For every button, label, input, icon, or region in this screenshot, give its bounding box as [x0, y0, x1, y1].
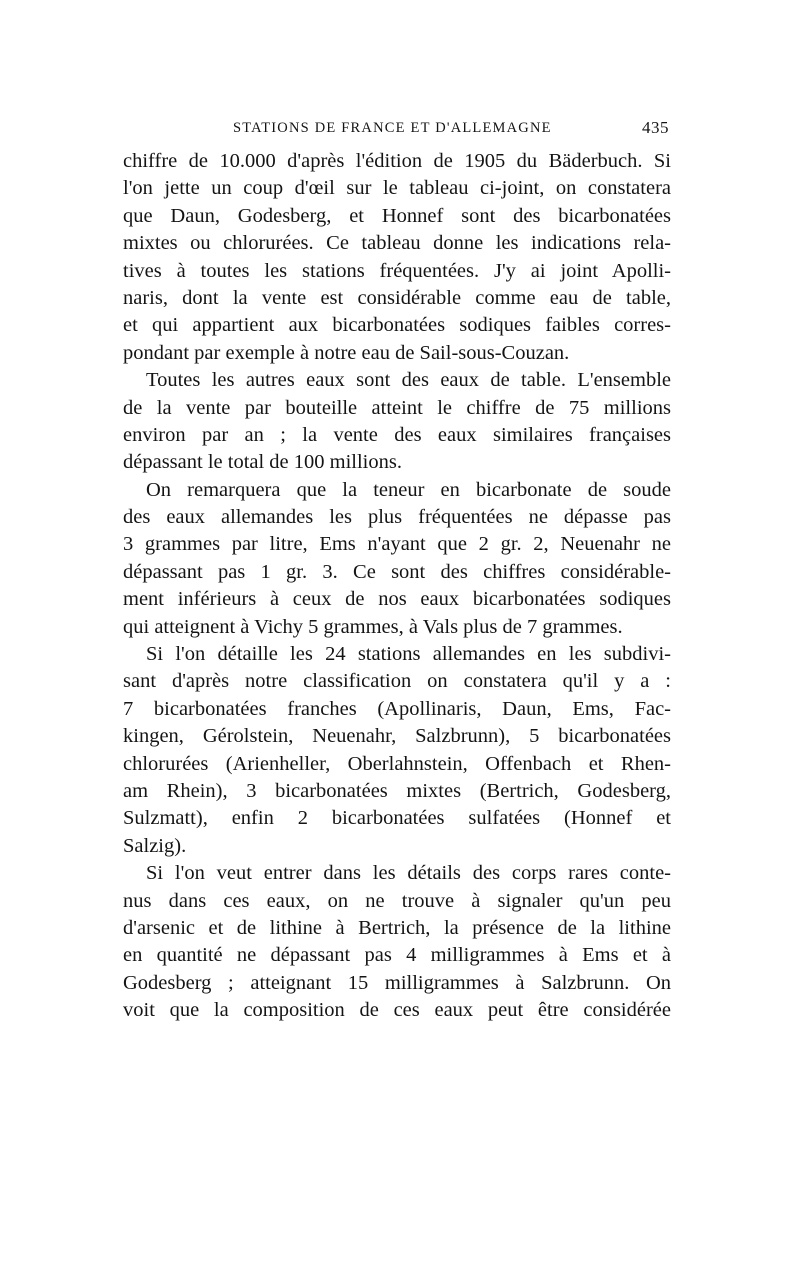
text-line: On remarquera que la teneur en bicarbonate de soude [146, 478, 671, 501]
text-line: ment inférieurs à ceux de nos eaux bicarbonatées sodiques [123, 588, 671, 611]
text-line: pondant par exemple à notre eau de Sail-sous-Couzan. [123, 341, 570, 364]
text-line: Salzig). [123, 834, 187, 857]
text-line: voit que la composition de ces eaux peut être considérée [123, 999, 671, 1022]
paragraph [123, 860, 671, 1024]
text-line: chiffre de 10.000 d'après l'édition de 1905 du Bäderbuch. Si [123, 150, 671, 172]
text-line: kingen, Gérolstein, Neuenahr, Salzbrunn), 5 bicarbonatées [123, 725, 671, 748]
text-line: de la vente par bouteille atteint le chiffre de 75 millions [123, 396, 671, 419]
text-line: Toutes les autres eaux sont des eaux de table. L'ensemble [146, 369, 671, 392]
text-line: d'arsenic et de lithine à Bertrich, la présence de la lithine [123, 916, 671, 939]
text-line: Godesberg ; atteignant 15 milligrammes à Salzbrunn. On [123, 971, 671, 994]
text-line: Si l'on veut entrer dans les détails des corps rares conte- [146, 862, 671, 885]
text-line: l'on jette un coup d'œil sur le tableau ci-joint, on constatera [123, 177, 671, 200]
text-line: Sulzmatt), enfin 2 bicarbonatées sulfatées (Honnef et [123, 807, 671, 830]
text-line: dépassant le total de 100 millions. [123, 451, 402, 474]
text-line: nus dans ces eaux, on ne trouve à signaler qu'un peu [123, 889, 671, 912]
body-text [123, 148, 671, 1025]
text-line: 7 bicarbonatées franches (Apollinaris, Daun, Ems, Fac- [123, 697, 671, 720]
text-line: naris, dont la vente est considérable comme eau de table, [123, 286, 671, 309]
running-head [123, 112, 671, 142]
text-line: et qui appartient aux bicarbonatées sodiques faibles corres- [123, 314, 671, 337]
text-line: sant d'après notre classification on constatera qu'il y a : [123, 670, 671, 693]
book-page [123, 112, 671, 1025]
text-line: am Rhein), 3 bicarbonatées mixtes (Bertrich, Godesberg, [123, 779, 671, 802]
text-line: Si l'on détaille les 24 stations allemandes en les subdivi- [146, 643, 671, 666]
paragraph [123, 367, 671, 477]
text-line: qui atteignent à Vichy 5 grammes, à Vals plus de 7 grammes. [123, 615, 623, 638]
page-number: 435 [642, 118, 669, 137]
paragraph [123, 477, 671, 641]
text-line: en quantité ne dépassant pas 4 milligrammes à Ems et à [123, 944, 671, 967]
text-line: dépassant pas 1 gr. 3. Ce sont des chiffres considérable- [123, 560, 671, 583]
text-line: tives à toutes les stations fréquentées. J'y ai joint Apolli- [123, 259, 671, 282]
running-title: STATIONS DE FRANCE ET D'ALLEMAGNE [233, 120, 552, 136]
text-line: des eaux allemandes les plus fréquentées ne dépasse pas [123, 506, 671, 529]
text-line: mixtes ou chlorurées. Ce tableau donne les indications rela- [123, 232, 671, 255]
paragraph [123, 148, 671, 367]
paragraph [123, 641, 671, 860]
text-line: environ par an ; la vente des eaux similaires françaises [123, 423, 671, 446]
text-line: que Daun, Godesberg, et Honnef sont des bicarbonatées [123, 204, 671, 227]
text-line: 3 grammes par litre, Ems n'ayant que 2 gr. 2, Neuenahr ne [123, 533, 671, 556]
text-line: chlorurées (Arienheller, Oberlahnstein, Offenbach et Rhen- [123, 752, 671, 775]
